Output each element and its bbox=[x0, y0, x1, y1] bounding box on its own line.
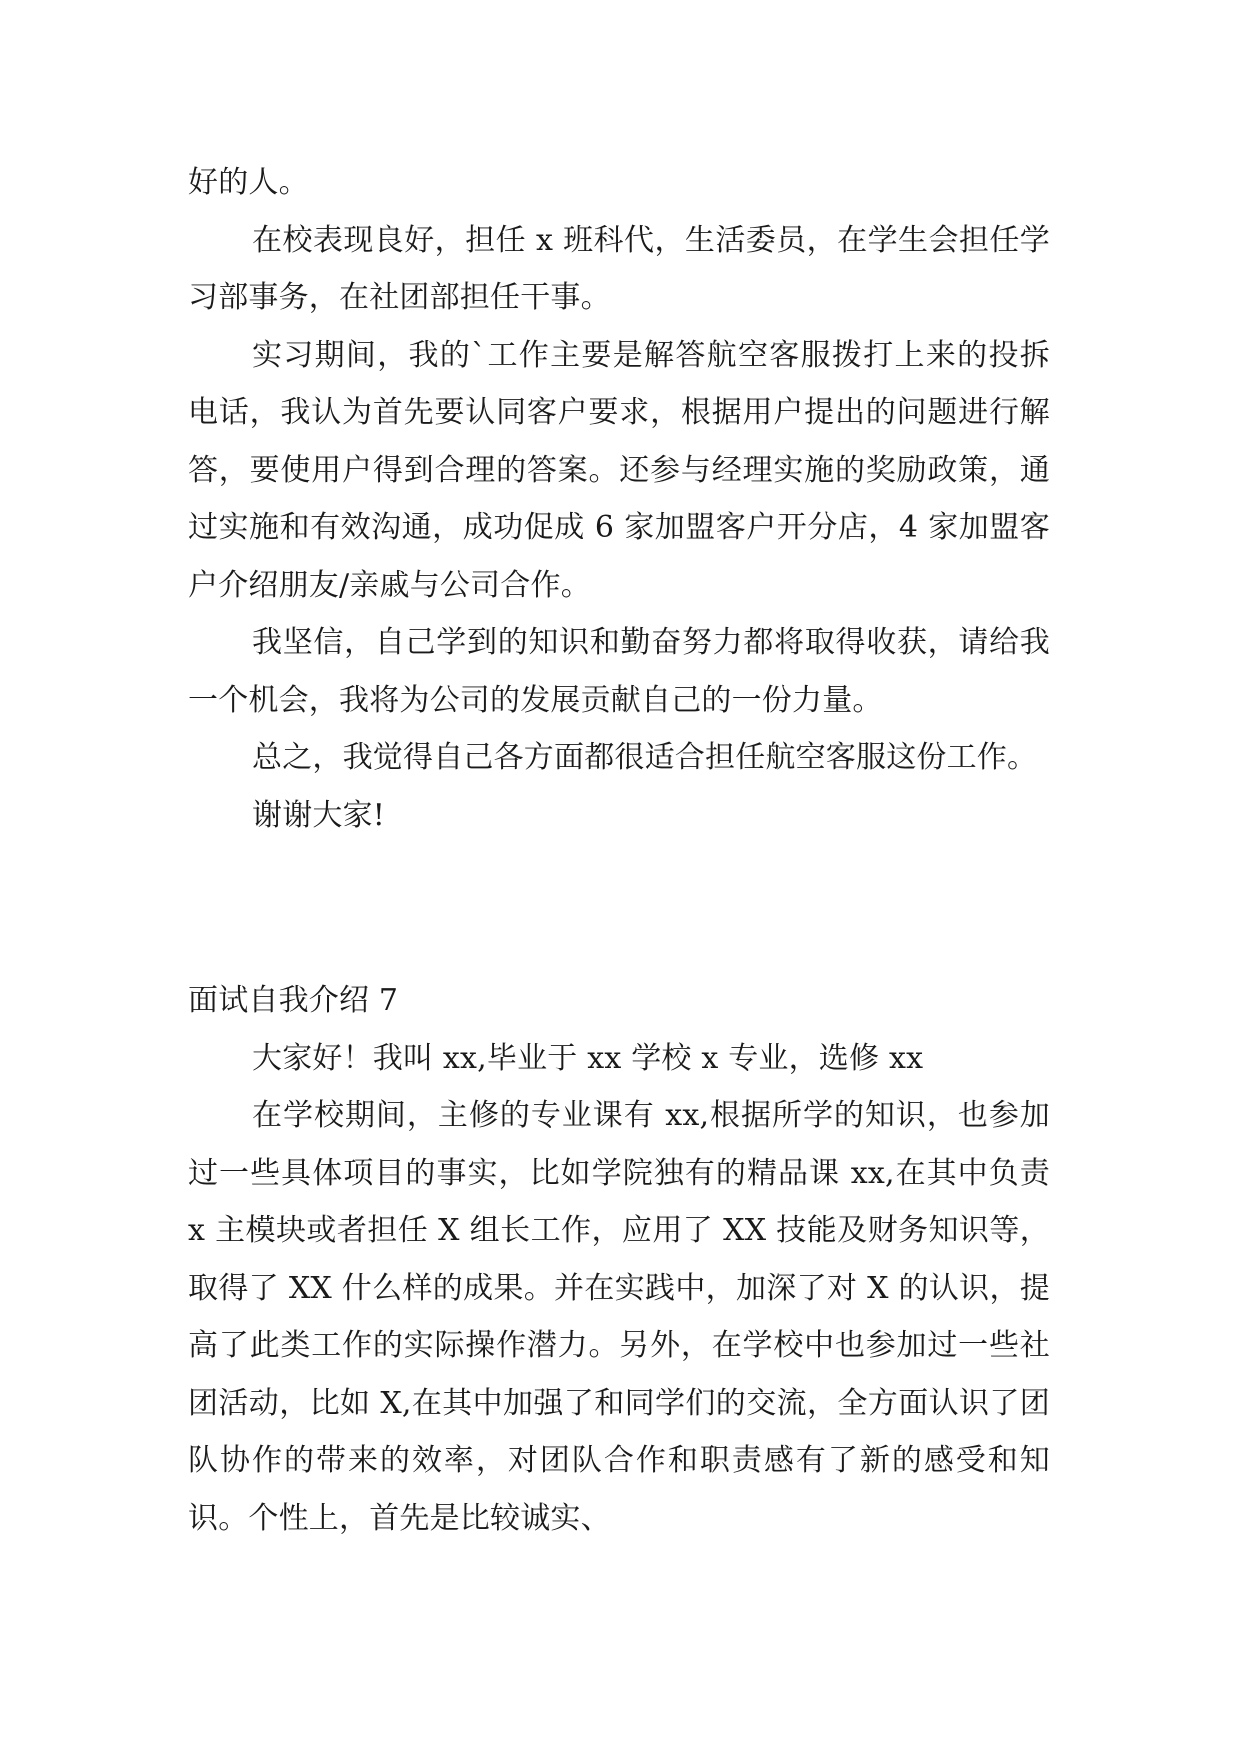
paragraph-belief: 我坚信，自己学到的知识和勤奋努力都将取得收获，请给我一个机会，我将为公司的发展贡献自己的一份力量。 bbox=[188, 625, 1050, 718]
paragraph-continuation: 好的人。 bbox=[188, 165, 309, 200]
paragraph-greeting: 大家好！我叫 xx,毕业于 xx 学校 x 专业，选修 xx bbox=[252, 1040, 924, 1076]
paragraph-summary: 总之，我觉得自己各方面都很适合担任航空客服这份工作。 bbox=[252, 740, 1038, 775]
paragraph-school-performance: 在校表现良好，担任 x 班科代，生活委员，在学生会担任学习部事务，在社团部担任干事。 bbox=[188, 222, 1050, 315]
section-heading: 面试自我介绍 7 bbox=[188, 983, 399, 1018]
paragraph-school-period: 在学校期间，主修的专业课有 xx,根据所学的知识，也参加过一些具体项目的事实，比如学院独有的精品课 xx,在其中负责 x 主模块或者担任 X 组长工作，应用了 XX 技能及财务知识等，取得了 XX 什么样的成果。并在实践中，加深了对 X 的认识，提高了此类工作的实际操作潜力。另外，在学校中也参加过一些社团活动，比如 X,在其中加强了和同学们的交流，全方面认识了团队协作的带来的效率，对团队合作和职责感有了新的感受和知识。个性上，首先是比较诚实、 bbox=[188, 1098, 1050, 1536]
paragraph-thanks: 谢谢大家! bbox=[252, 797, 386, 833]
document-body-top bbox=[188, 154, 1050, 844]
paragraph-internship: 实习期间，我的`工作主要是解答航空客服拨打上来的投拆电话，我认为首先要认同客户要求，根据用户提出的问题进行解答，要使用户得到合理的答案。还参与经理实施的奖励政策，通过实施和有效沟通，成功促成 6 家加盟客户开分店，4 家加盟客户介绍朋友/亲戚与公司合作。 bbox=[188, 337, 1050, 603]
document-body-bottom bbox=[188, 972, 1050, 1547]
